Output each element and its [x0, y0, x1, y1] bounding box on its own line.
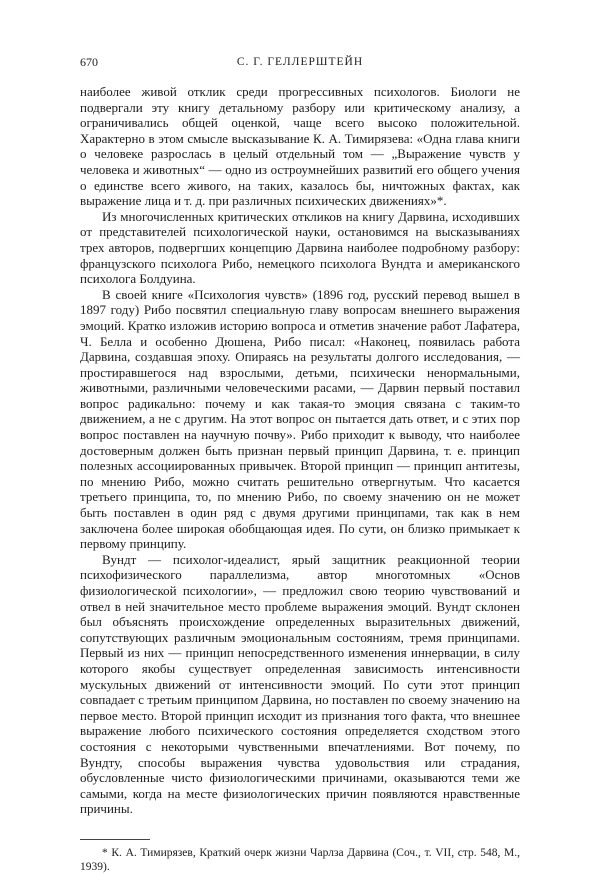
- book-page: [80, 52, 520, 874]
- body-text: [80, 84, 520, 817]
- page-number: 670: [80, 55, 98, 69]
- page-header: [80, 52, 520, 72]
- footnote-divider: [80, 839, 150, 840]
- running-head: С. Г. ГЕЛЛЕРШТЕЙН: [236, 56, 364, 68]
- paragraph-2: Из многочисленных критических откликов на книгу Дарвина, исходивших от представителей психологической науки, остановимся на высказываниях трех авторов, подвергших концепцию Дарвина наиболее подробному разбору: французского психолога Рибо, немецкого психолога Вундта и американского психолога Болдуина.: [80, 208, 520, 287]
- paragraph-4: Вундт — психолог-идеалист, ярый защитник реакционной теории психофизического параллелизма, автор многотомных «Основ физиологической психологии», — предложил свою теорию чувствований и отвел в ней значительное место проблеме выражения эмоций. Вундт склонен был объяснять происхождение определенных выразительных движений, сопутствующих различным эмоциональным состояниям, тремя принципами. Первый из них — принцип непосредственного изменения иннервации, в силу которого якобы существует определенная зависимость интенсивности мускульных движений от интенсивности эмоций. По сути этот принцип совпадает с третьим принципом Дарвина, но поставлен по своему значению на первое место. Второй принцип исходит из признания того факта, что внешнее выражение любого психического состояния определяется сходством этого состояния с некоторыми чувственными впечатлениями. Вот почему, по Вундту, способы выражения чувства удовольствия или страдания, обусловленные чисто физиологическими причинами, оказываются теми же самыми, когда на месте физиологических причин появляются нравственные причины.: [80, 551, 520, 817]
- paragraph-3: В своей книге «Психология чувств» (1896 год, русский перевод вышел в 1897 году) Рибо посвятил специальную главу вопросам внешнего выражения эмоций. Кратко изложив историю вопроса и отметив значение работ Лафатера, Ч. Белла и особенно Дюшена, Рибо писал: «Наконец, появилась работа Дарвина, создавшая эпоху. Опираясь на результаты долгого исследования, — простиравшегося над взрослыми, детьми, психически ненормальными, животными, различными человеческими расами, — Дарвин первый поставил вопрос радикально: почему и как такая-то эмоция связана с таким-то движением, а не с другим. На этот вопрос он пытается дать ответ, и с этих пор вопрос поставлен на научную почву». Рибо приходит к выводу, что наиболее достоверным должен быть признан первый принцип Дарвина, т. е. принцип полезных ассоциированных привычек. Второй принцип — принцип антитезы, по мнению Рибо, можно считать решительно отвергнутым. Что касается третьего принципа, то, по мнению Рибо, по своему значению он не может быть поставлен в один ряд с двумя другими принципами, так как в нем заключена более широкая обобщающая идея. По сути, он близко примыкает к первому принципу.: [80, 286, 520, 552]
- paragraph-1: наиболее живой отклик среди прогрессивных психологов. Биологи не подвергали эту книгу детальному разбору или критическому анализу, а ограничивались общей оценкой, чаще всего высоко положительной. Характерно в этом смысле высказывание К. А. Тимирязева: «Одна глава книги о человеке разрослась в целый отдельный том — „Выражение чувств у человека и животных“ — одно из остроумнейших развитий его общего учения о единстве всего живого, на таких, казалось бы, ничтожных фактах, как выражение лица и т. д. при различных психических движениях»*.: [80, 84, 520, 209]
- footnote: * К. А. Тимирязев, Краткий очерк жизни Чарлза Дарвина (Соч., т. VII, стр. 548, М., 1939).: [80, 846, 520, 873]
